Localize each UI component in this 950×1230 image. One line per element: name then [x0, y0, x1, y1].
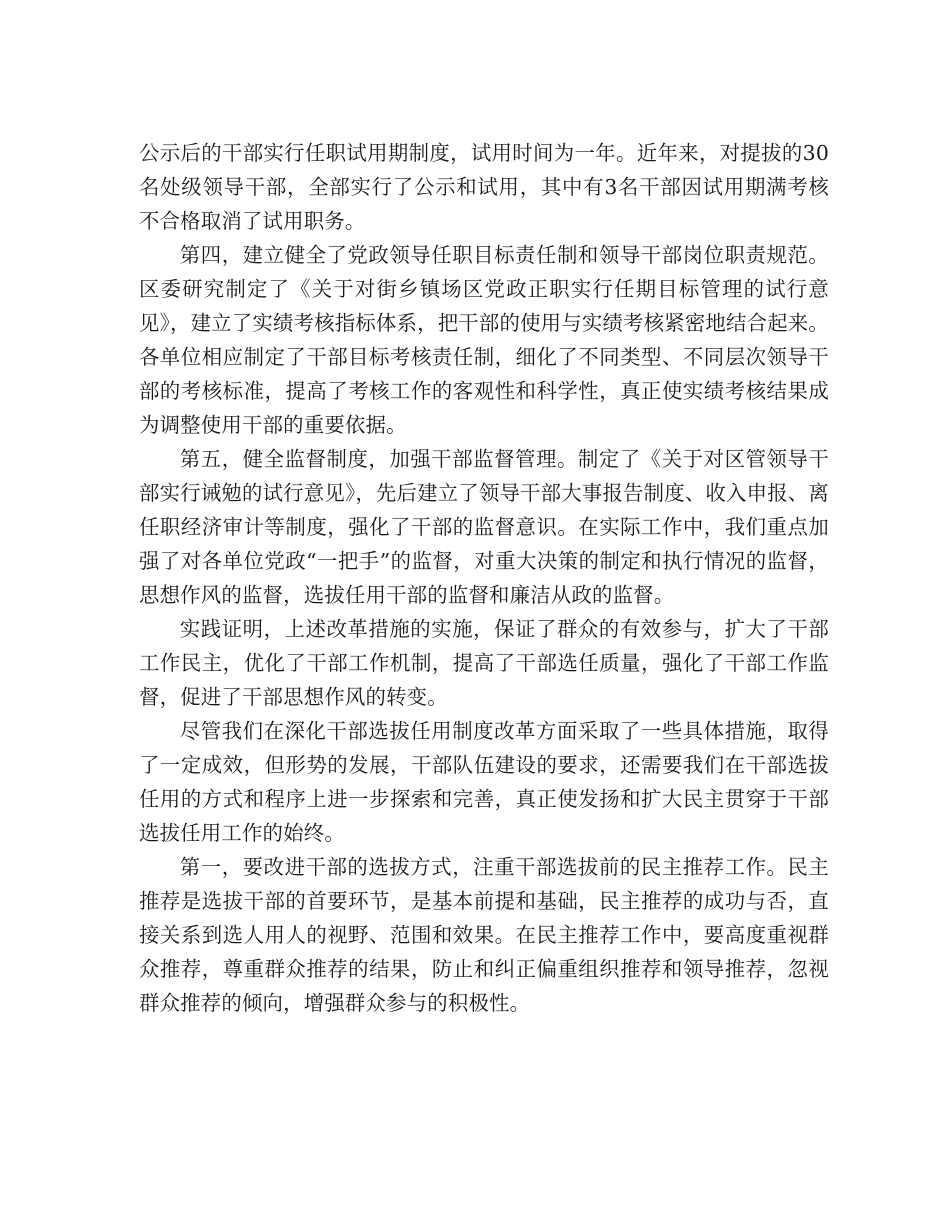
- paragraph-3: 第五，健全监督制度，加强干部监督管理。制定了《关于对区管领导干部实行诫勉的试行意见》，先后建立了领导干部大事报告制度、收入申报、离任职经济审计等制度，强化了干部的监督意识。在实际工作中，我们重点加强了对各单位党政“一把手”的监督，对重大决策的制定和执行情况的监督，思想作风的监督，选拔任用干部的监督和廉洁从政的监督。: [139, 447, 829, 607]
- paragraph-6: 第一，要改进干部的选拔方式，注重干部选拔前的民主推荐工作。民主推荐是选拔干部的首要环节，是基本前提和基础，民主推荐的成功与否，直接关系到选人用人的视野、范围和效果。在民主推荐工作中，要高度重视群众推荐，尊重群众推荐的结果，防止和纠正偏重组织推荐和领导推荐，忽视群众推荐的倾向，增强群众参与的积极性。: [139, 855, 829, 1015]
- document-body: [139, 136, 829, 1020]
- paragraph-1: 公示后的干部实行任职试用期制度，试用时间为一年。近年来，对提拔的30名处级领导干部，全部实行了公示和试用，其中有3名干部因试用期满考核不合格取消了试用职务。: [139, 141, 829, 233]
- paragraph-5: 尽管我们在深化干部选拔任用制度改革方面采取了一些具体措施，取得了一定成效，但形势的发展，干部队伍建设的要求，还需要我们在干部选拔任用的方式和程序上进一步探索和完善，真正使发扬和扩大民主贯穿于干部选拔任用工作的始终。: [139, 719, 829, 845]
- paragraph-4: 实践证明，上述改革措施的实施，保证了群众的有效参与，扩大了干部工作民主，优化了干部工作机制，提高了干部选任质量，强化了干部工作监督，促进了干部思想作风的转变。: [139, 617, 829, 709]
- paragraph-2: 第四，建立健全了党政领导任职目标责任制和领导干部岗位职责规范。区委研究制定了《关于对街乡镇场区党政正职实行任期目标管理的试行意见》，建立了实绩考核指标体系，把干部的使用与实绩考核紧密地结合起来。各单位相应制定了干部目标考核责任制，细化了不同类型、不同层次领导干部的考核标准，提高了考核工作的客观性和科学性，真正使实绩考核结果成为调整使用干部的重要依据。: [139, 243, 829, 437]
